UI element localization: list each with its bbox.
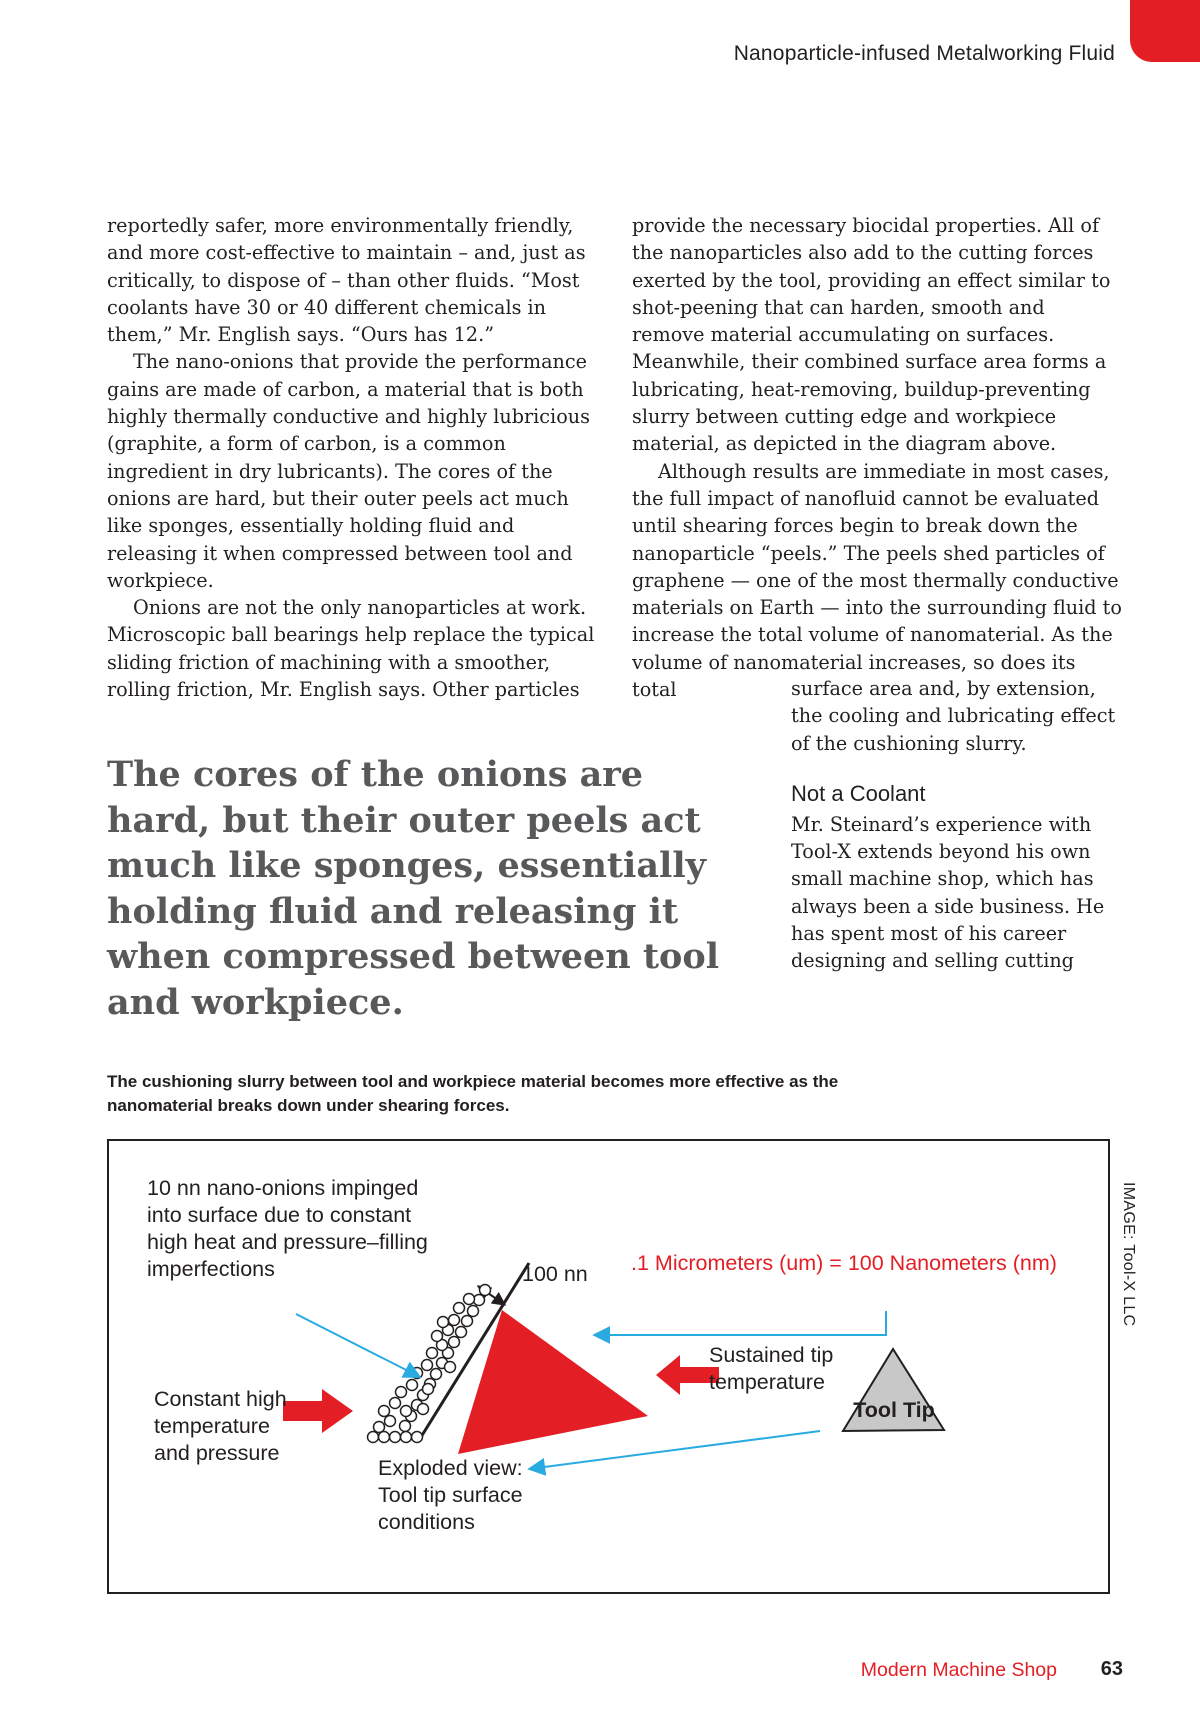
label-constant: Constant high temperature and pressure bbox=[154, 1387, 287, 1465]
paragraph: reportedly safer, more environmentally friendly, and more cost-effective to maintain – and, just as critically, to dispose of – than other fluids. “Most coolants have 30 or 40 different chemicals in them,” Mr. English says. “Ours has 12.” bbox=[107, 214, 586, 347]
paragraph: Although results are immediate in most cases, the full impact of nanofluid cannot be evaluated until shearing forces begin to break down the nanoparticle “peels.” The peels shed particles of graphene — one of the most thermally conductive materials on Earth — into the surrounding fluid to increase the total volume of nanomaterial. As the volume of nanomaterial increases, so does its total bbox=[632, 459, 1122, 702]
blue-pointer-tooltip bbox=[529, 1431, 820, 1469]
label-sustained: Sustained tip temperature bbox=[709, 1343, 834, 1394]
running-title: Nanoparticle-infused Metalworking Fluid bbox=[733, 42, 1115, 65]
article-right-narrow-column bbox=[791, 675, 1121, 975]
paragraph: Onions are not the only nanoparticles at work. Microscopic ball bearings help replace the typical sliding friction of machining with a smoother, rolling friction, Mr. English says. Other particles bbox=[107, 596, 595, 702]
figure-diagram bbox=[107, 1139, 1110, 1594]
blue-pointer-onions bbox=[296, 1314, 420, 1377]
figure-caption: The cushioning slurry between tool and workpiece material becomes more effective as the nanomaterial breaks down under shearing forces. bbox=[107, 1072, 839, 1115]
corner-tab-decoration bbox=[1130, 0, 1200, 62]
paragraph: surface area and, by extension, the cooling and lubricating effect of the cushioning slurry. bbox=[791, 677, 1116, 755]
subhead: Not a Coolant bbox=[791, 780, 926, 806]
label-tool-tip: Tool Tip bbox=[853, 1398, 935, 1422]
footer-publication: Modern Machine Shop bbox=[860, 1659, 1057, 1681]
image-credit: IMAGE: Tool-X LLC bbox=[1120, 1182, 1137, 1327]
label-exploded: Exploded view: Tool tip surface conditions bbox=[378, 1456, 523, 1534]
article-right-column bbox=[632, 212, 1122, 703]
paragraph: The nano-onions that provide the performance gains are made of carbon, a material that is both highly thermally conductive and highly lubricious (graphite, a form of carbon, is a common ingredient in dry lubricants). The cores of the onions are hard, but their outer peels act much like sponges, essentially holding fluid and releasing it when compressed between tool and workpiece. bbox=[107, 350, 590, 592]
paragraph: Mr. Steinard’s experience with Tool-X extends beyond his own small machine shop, which has always been a side business. He has spent most of his career designing and selling cutting bbox=[791, 812, 1105, 973]
page-number: 63 bbox=[1100, 1658, 1123, 1680]
article-left-column bbox=[107, 212, 597, 703]
paragraph: provide the necessary biocidal properties. All of the nanoparticles also add to the cutting forces exerted by the tool, providing an effect similar to shot-peening that can harden, smooth and remove material accumulating on surfaces. Meanwhile, their combined surface area forms a lubricating, heat-removing, buildup-preventing slurry between cutting edge and workpiece material, as depicted in the diagram above. bbox=[632, 214, 1111, 456]
label-nano-onions: 10 nn nano-onions impinged into surface due to constant high heat and pressure–filling imperfections bbox=[147, 1176, 428, 1281]
blue-pointer-conversion bbox=[594, 1311, 886, 1335]
label-measure: 100 nn bbox=[522, 1262, 588, 1286]
label-conversion: .1 Micrometers (um) = 100 Nanometers (nm) bbox=[631, 1251, 1057, 1275]
pull-quote: The cores of the onions are hard, but their outer peels act much like sponges, essentially holding fluid and releasing it when compressed between tool and workpiece. bbox=[107, 754, 720, 1023]
